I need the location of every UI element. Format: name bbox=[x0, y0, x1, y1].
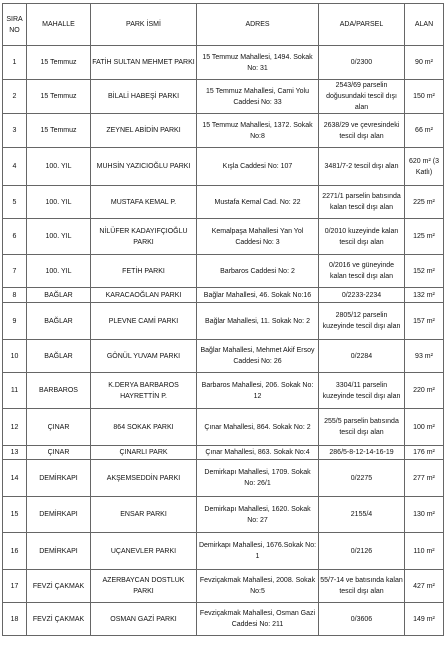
col-header-ada-parsel: ADA/PARSEL bbox=[319, 4, 405, 46]
table-row bbox=[3, 570, 444, 603]
cell-park: OSMAN GAZİ PARKI bbox=[91, 603, 197, 636]
cell-park: K.DERYA BARBAROS HAYRETTİN P. bbox=[91, 373, 197, 409]
table-row bbox=[3, 46, 444, 80]
table-row bbox=[3, 340, 444, 373]
cell-no: 9 bbox=[3, 303, 27, 340]
cell-mahalle: ÇINAR bbox=[27, 409, 91, 446]
cell-no: 13 bbox=[3, 446, 27, 460]
cell-ada-parsel: 0/2126 bbox=[319, 533, 405, 570]
cell-alan: 93 m² bbox=[405, 340, 444, 373]
cell-alan: 220 m² bbox=[405, 373, 444, 409]
cell-park: KARACAOĞLAN PARKI bbox=[91, 288, 197, 303]
cell-mahalle: DEMİRKAPI bbox=[27, 533, 91, 570]
cell-adres: Demirkapı Mahallesi, 1676.Sokak No: 1 bbox=[197, 533, 319, 570]
cell-no: 15 bbox=[3, 497, 27, 533]
cell-ada-parsel: 3481/7-2 tescil dışı alan bbox=[319, 148, 405, 186]
table-row bbox=[3, 255, 444, 288]
cell-no: 3 bbox=[3, 114, 27, 148]
cell-no: 17 bbox=[3, 570, 27, 603]
cell-park: NİLÜFER KADAYIFÇIOĞLU PARKI bbox=[91, 219, 197, 255]
table-row bbox=[3, 303, 444, 340]
cell-park: UÇANEVLER PARKI bbox=[91, 533, 197, 570]
cell-ada-parsel: 55/7-14 ve batısında kalan tescil dışı alan bbox=[319, 570, 405, 603]
cell-adres: Demirkapı Mahallesi, 1709. Sokak No: 26/1 bbox=[197, 460, 319, 497]
col-header-park-ismi: PARK İSMİ bbox=[91, 4, 197, 46]
cell-adres: Demirkapı Mahallesi, 1620. Sokak No: 27 bbox=[197, 497, 319, 533]
cell-mahalle: FEVZİ ÇAKMAK bbox=[27, 603, 91, 636]
cell-no: 8 bbox=[3, 288, 27, 303]
cell-park: ZEYNEL ABİDİN PARKI bbox=[91, 114, 197, 148]
cell-adres: 15 Temmuz Mahallesi, Cami Yolu Caddesi No: 33 bbox=[197, 80, 319, 114]
cell-no: 5 bbox=[3, 186, 27, 219]
cell-mahalle: 100. YIL bbox=[27, 148, 91, 186]
cell-ada-parsel: 2543/69 parselin doğusundaki tescil dışı alan bbox=[319, 80, 405, 114]
cell-adres: Barbaros Caddesi No: 2 bbox=[197, 255, 319, 288]
cell-ada-parsel: 286/5-8-12-14-16-19 bbox=[319, 446, 405, 460]
cell-adres: Kışla Caddesi No: 107 bbox=[197, 148, 319, 186]
cell-ada-parsel: 2155/4 bbox=[319, 497, 405, 533]
col-header-alan: ALAN bbox=[405, 4, 444, 46]
cell-ada-parsel: 0/2300 bbox=[319, 46, 405, 80]
table-row bbox=[3, 409, 444, 446]
table-row bbox=[3, 114, 444, 148]
cell-ada-parsel: 3304/11 parselin kuzeyinde tescil dışı alan bbox=[319, 373, 405, 409]
header-row bbox=[3, 4, 444, 46]
table-row bbox=[3, 533, 444, 570]
cell-alan: 110 m² bbox=[405, 533, 444, 570]
cell-park: AZERBAYCAN DOSTLUK PARKI bbox=[91, 570, 197, 603]
cell-ada-parsel: 2638/29 ve çevresindeki tescil dışı alan bbox=[319, 114, 405, 148]
cell-alan: 620 m² (3 Katlı) bbox=[405, 148, 444, 186]
cell-ada-parsel: 0/2016 ve güneyinde kalan tescil dışı alan bbox=[319, 255, 405, 288]
cell-adres: Kemalpaşa Mahallesi Yan Yol Caddesi No: 3 bbox=[197, 219, 319, 255]
cell-no: 16 bbox=[3, 533, 27, 570]
cell-mahalle: 15 Temmuz bbox=[27, 46, 91, 80]
cell-park: FETİH PARKI bbox=[91, 255, 197, 288]
table-row bbox=[3, 460, 444, 497]
cell-mahalle: BARBAROS bbox=[27, 373, 91, 409]
cell-mahalle: BAĞLAR bbox=[27, 340, 91, 373]
cell-mahalle: 15 Temmuz bbox=[27, 80, 91, 114]
cell-adres: Çınar Mahallesi, 863. Sokak No:4 bbox=[197, 446, 319, 460]
cell-mahalle: ÇINAR bbox=[27, 446, 91, 460]
cell-ada-parsel: 0/2275 bbox=[319, 460, 405, 497]
cell-ada-parsel: 0/3606 bbox=[319, 603, 405, 636]
cell-mahalle: 100. YIL bbox=[27, 186, 91, 219]
cell-alan: 157 m² bbox=[405, 303, 444, 340]
cell-adres: 15 Temmuz Mahallesi, 1494. Sokak No: 31 bbox=[197, 46, 319, 80]
cell-adres: Bağlar Mahallesi, 11. Sokak No: 2 bbox=[197, 303, 319, 340]
parks-table bbox=[2, 3, 444, 636]
table-row bbox=[3, 148, 444, 186]
cell-adres: Bağlar Mahallesi, Mehmet Akif Ersoy Caddesi No: 26 bbox=[197, 340, 319, 373]
table-row bbox=[3, 219, 444, 255]
cell-mahalle: 100. YIL bbox=[27, 255, 91, 288]
cell-alan: 427 m² bbox=[405, 570, 444, 603]
table-row bbox=[3, 288, 444, 303]
table-row bbox=[3, 186, 444, 219]
cell-no: 2 bbox=[3, 80, 27, 114]
cell-alan: 277 m² bbox=[405, 460, 444, 497]
cell-alan: 66 m² bbox=[405, 114, 444, 148]
table-row bbox=[3, 497, 444, 533]
cell-alan: 125 m² bbox=[405, 219, 444, 255]
cell-park: MUHSİN YAZICIOĞLU PARKI bbox=[91, 148, 197, 186]
cell-alan: 150 m² bbox=[405, 80, 444, 114]
cell-no: 1 bbox=[3, 46, 27, 80]
cell-adres: Çınar Mahallesi, 864. Sokak No: 2 bbox=[197, 409, 319, 446]
cell-no: 7 bbox=[3, 255, 27, 288]
cell-no: 6 bbox=[3, 219, 27, 255]
col-header-sira-no: SIRA NO bbox=[3, 4, 27, 46]
cell-park: ENSAR PARKI bbox=[91, 497, 197, 533]
table-row bbox=[3, 603, 444, 636]
cell-no: 14 bbox=[3, 460, 27, 497]
cell-alan: 130 m² bbox=[405, 497, 444, 533]
cell-park: GÖNÜL YUVAM PARKI bbox=[91, 340, 197, 373]
cell-park: MUSTAFA KEMAL P. bbox=[91, 186, 197, 219]
cell-alan: 149 m² bbox=[405, 603, 444, 636]
cell-mahalle: BAĞLAR bbox=[27, 303, 91, 340]
cell-park: FATİH SULTAN MEHMET PARKI bbox=[91, 46, 197, 80]
cell-ada-parsel: 2805/12 parselin kuzeyinde tescil dışı alan bbox=[319, 303, 405, 340]
cell-mahalle: 100. YIL bbox=[27, 219, 91, 255]
cell-adres: Bağlar Mahallesi, 46. Sokak No:16 bbox=[197, 288, 319, 303]
cell-park: AKŞEMSEDDİN PARKI bbox=[91, 460, 197, 497]
table-row bbox=[3, 446, 444, 460]
cell-park: BİLALİ HABEŞİ PARKI bbox=[91, 80, 197, 114]
cell-alan: 100 m² bbox=[405, 409, 444, 446]
cell-mahalle: DEMİRKAPI bbox=[27, 497, 91, 533]
table-row bbox=[3, 80, 444, 114]
table-row bbox=[3, 373, 444, 409]
cell-mahalle: FEVZİ ÇAKMAK bbox=[27, 570, 91, 603]
cell-no: 10 bbox=[3, 340, 27, 373]
cell-alan: 152 m² bbox=[405, 255, 444, 288]
cell-ada-parsel: 2271/1 parselin batısında kalan tescil dışı alan bbox=[319, 186, 405, 219]
col-header-adres: ADRES bbox=[197, 4, 319, 46]
cell-adres: Fevziçakmak Mahallesi, Osman Gazi Caddesi No: 211 bbox=[197, 603, 319, 636]
cell-no: 18 bbox=[3, 603, 27, 636]
cell-ada-parsel: 0/2284 bbox=[319, 340, 405, 373]
cell-alan: 176 m² bbox=[405, 446, 444, 460]
cell-alan: 90 m² bbox=[405, 46, 444, 80]
cell-no: 12 bbox=[3, 409, 27, 446]
cell-no: 11 bbox=[3, 373, 27, 409]
cell-mahalle: BAĞLAR bbox=[27, 288, 91, 303]
cell-adres: Barbaros Mahallesi, 206. Sokak No: 12 bbox=[197, 373, 319, 409]
cell-alan: 132 m² bbox=[405, 288, 444, 303]
cell-adres: Fevziçakmak Mahallesi, 2008. Sokak No:5 bbox=[197, 570, 319, 603]
cell-no: 4 bbox=[3, 148, 27, 186]
cell-park: ÇINARLI PARK bbox=[91, 446, 197, 460]
cell-adres: Mustafa Kemal Cad. No: 22 bbox=[197, 186, 319, 219]
cell-park: 864 SOKAK PARKI bbox=[91, 409, 197, 446]
cell-ada-parsel: 0/2010 kuzeyinde kalan tescil dışı alan bbox=[319, 219, 405, 255]
cell-ada-parsel: 255/5 parselin batısında tescil dışı alan bbox=[319, 409, 405, 446]
cell-mahalle: 15 Temmuz bbox=[27, 114, 91, 148]
cell-adres: 15 Temmuz Mahallesi, 1372. Sokak No:8 bbox=[197, 114, 319, 148]
cell-alan: 225 m² bbox=[405, 186, 444, 219]
cell-ada-parsel: 0/2233-2234 bbox=[319, 288, 405, 303]
col-header-mahalle: MAHALLE bbox=[27, 4, 91, 46]
cell-park: PLEVNE CAMİ PARKI bbox=[91, 303, 197, 340]
cell-mahalle: DEMİRKAPI bbox=[27, 460, 91, 497]
